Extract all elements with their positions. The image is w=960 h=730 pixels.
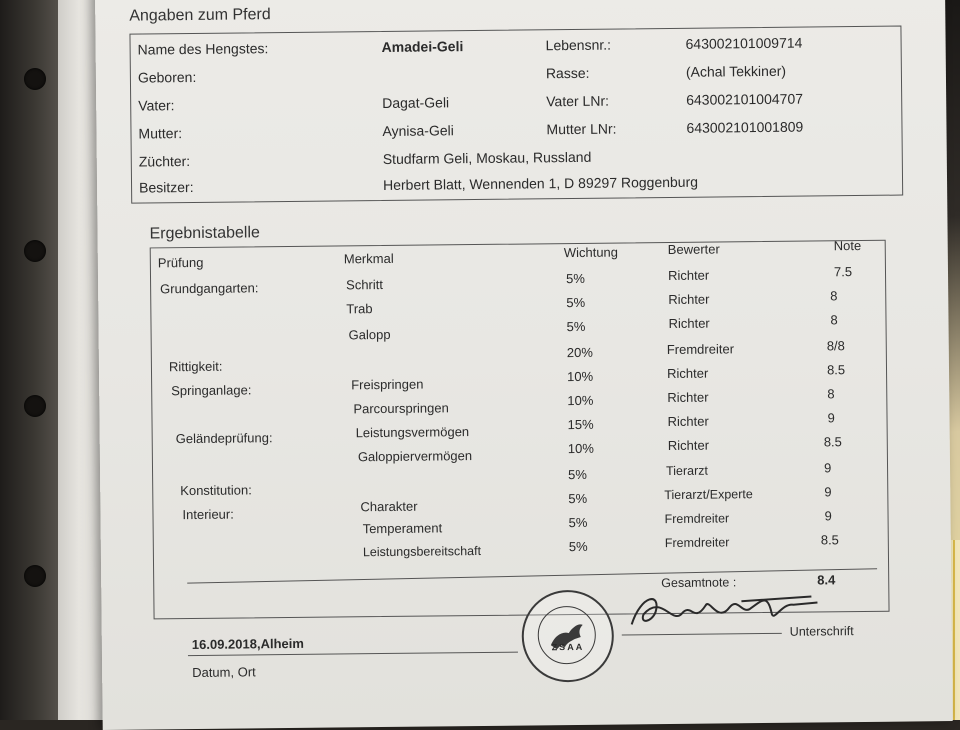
col-header-merkmal: Merkmal (343, 250, 394, 267)
cell-bewerter: Richter (668, 315, 710, 332)
handwritten-signature (621, 582, 822, 654)
zsaa-stamp (521, 590, 614, 683)
cell-wichtung: 20% (566, 344, 593, 361)
value-rasse: (Achal Tekkiner) (685, 62, 787, 80)
label-mutter-lnr: Mutter LNr: (546, 120, 617, 138)
cell-pruefung: Interieur: (182, 506, 234, 523)
total-value: 8.4 (817, 572, 836, 588)
value-mutter: Aynisa-Geli (382, 122, 454, 139)
cell-pruefung: Springanlage: (171, 382, 252, 399)
binder-hole (24, 565, 46, 587)
cell-merkmal: Parcourspringen (353, 400, 449, 417)
col-header-note: Note (833, 237, 862, 254)
cell-merkmal: Galopp (348, 326, 391, 343)
value-vater-lnr: 643002101004707 (686, 90, 804, 108)
cell-bewerter: Richter (668, 291, 710, 308)
value-name: Amadei-Geli (381, 38, 464, 56)
cell-bewerter: Fremdreiter (664, 511, 730, 527)
cell-merkmal: Galoppiervermögen (357, 448, 473, 465)
label-name: Name des Hengstes: (137, 40, 269, 58)
col-header-pruefung: Prüfung (157, 254, 204, 271)
label-besitzer: Besitzer: (138, 178, 194, 196)
cell-pruefung: Grundgangarten: (160, 280, 259, 297)
cell-bewerter: Fremdreiter (664, 535, 730, 551)
cell-pruefung: Geländeprüfung: (175, 430, 273, 447)
cell-note: 9 (823, 460, 832, 476)
cell-bewerter: Fremdreiter (666, 341, 735, 358)
label-zuechter: Züchter: (138, 153, 191, 170)
binder-hole (24, 395, 46, 417)
cell-wichtung: 15% (567, 416, 594, 433)
cell-merkmal: Schritt (346, 277, 384, 293)
cell-note: 8.5 (826, 362, 846, 378)
cell-bewerter: Richter (667, 437, 710, 454)
cell-wichtung: 5% (566, 318, 586, 335)
cell-bewerter: Richter (667, 389, 709, 406)
cell-wichtung: 10% (567, 440, 594, 457)
cell-note: 9 (824, 508, 832, 524)
cell-note: 8 (830, 288, 838, 304)
section-title-results: Ergebnistabelle (149, 224, 260, 243)
value-lebensnr: 643002101009714 (685, 34, 803, 52)
binder-spine (0, 0, 58, 720)
cell-note: 9 (824, 484, 832, 500)
cell-wichtung: 5% (568, 490, 588, 507)
cell-wichtung: 5% (568, 538, 588, 555)
binder-hole (24, 240, 46, 262)
cell-note: 8 (830, 312, 838, 328)
cell-note: 8/8 (826, 338, 845, 354)
label-vater: Vater: (138, 97, 175, 114)
cell-wichtung: 5% (566, 294, 586, 311)
cell-pruefung: Rittigkeit: (168, 358, 223, 375)
cell-note: 8 (827, 386, 835, 402)
signature-label: Unterschrift (789, 624, 854, 639)
section-title-horse: Angaben zum Pferd (129, 6, 271, 25)
value-vater: Dagat-Geli (382, 94, 450, 111)
cell-merkmal: Temperament (362, 520, 443, 537)
date-place-line (188, 652, 518, 656)
label-vater-lnr: Vater LNr: (546, 92, 610, 110)
value-besitzer: Herbert Blatt, Wennenden 1, D 89297 Roggenburg (382, 173, 699, 193)
cell-bewerter: Richter (667, 267, 710, 284)
cell-merkmal: Leistungsbereitschaft (362, 543, 482, 560)
label-mutter: Mutter: (138, 125, 183, 142)
col-header-bewerter: Bewerter (667, 241, 720, 258)
cell-wichtung: 5% (568, 514, 588, 531)
cell-note: 8.5 (820, 532, 839, 548)
cell-wichtung: 10% (566, 368, 594, 385)
label-lebensnr: Lebensnr.: (545, 36, 612, 54)
cell-merkmal: Leistungsvermögen (355, 424, 470, 441)
stamp-horse-emblem (537, 606, 596, 665)
cell-wichtung: 5% (568, 466, 587, 483)
date-place-value: 16.09.2018,Alheim (191, 635, 304, 653)
total-label: Gesamtnote : (661, 575, 737, 591)
date-place-label: Datum, Ort (192, 664, 256, 681)
value-zuechter: Studfarm Geli, Moskau, Russland (382, 148, 592, 167)
certificate-page (95, 0, 953, 730)
cell-bewerter: Richter (667, 413, 709, 430)
binder-hole (24, 68, 46, 90)
cell-pruefung: Konstitution: (180, 482, 252, 499)
col-header-wichtung: Wichtung (563, 244, 619, 261)
cell-note: 7.5 (833, 264, 853, 280)
cell-note: 9 (827, 410, 835, 426)
label-geboren: Geboren: (137, 68, 197, 86)
cell-wichtung: 5% (565, 270, 585, 287)
cell-wichtung: 10% (567, 392, 594, 409)
cell-merkmal: Trab (346, 301, 373, 317)
value-mutter-lnr: 643002101001809 (686, 118, 804, 136)
cell-bewerter: Tierarzt (665, 463, 709, 479)
label-rasse: Rasse: (545, 64, 590, 82)
cell-note: 8.5 (823, 434, 842, 450)
stamp-text: ZSAA (551, 641, 585, 653)
cell-merkmal: Charakter (360, 498, 418, 515)
cell-merkmal: Freispringen (351, 376, 424, 393)
cell-bewerter: Tierarzt/Experte (664, 487, 753, 503)
cell-bewerter: Richter (666, 365, 709, 382)
